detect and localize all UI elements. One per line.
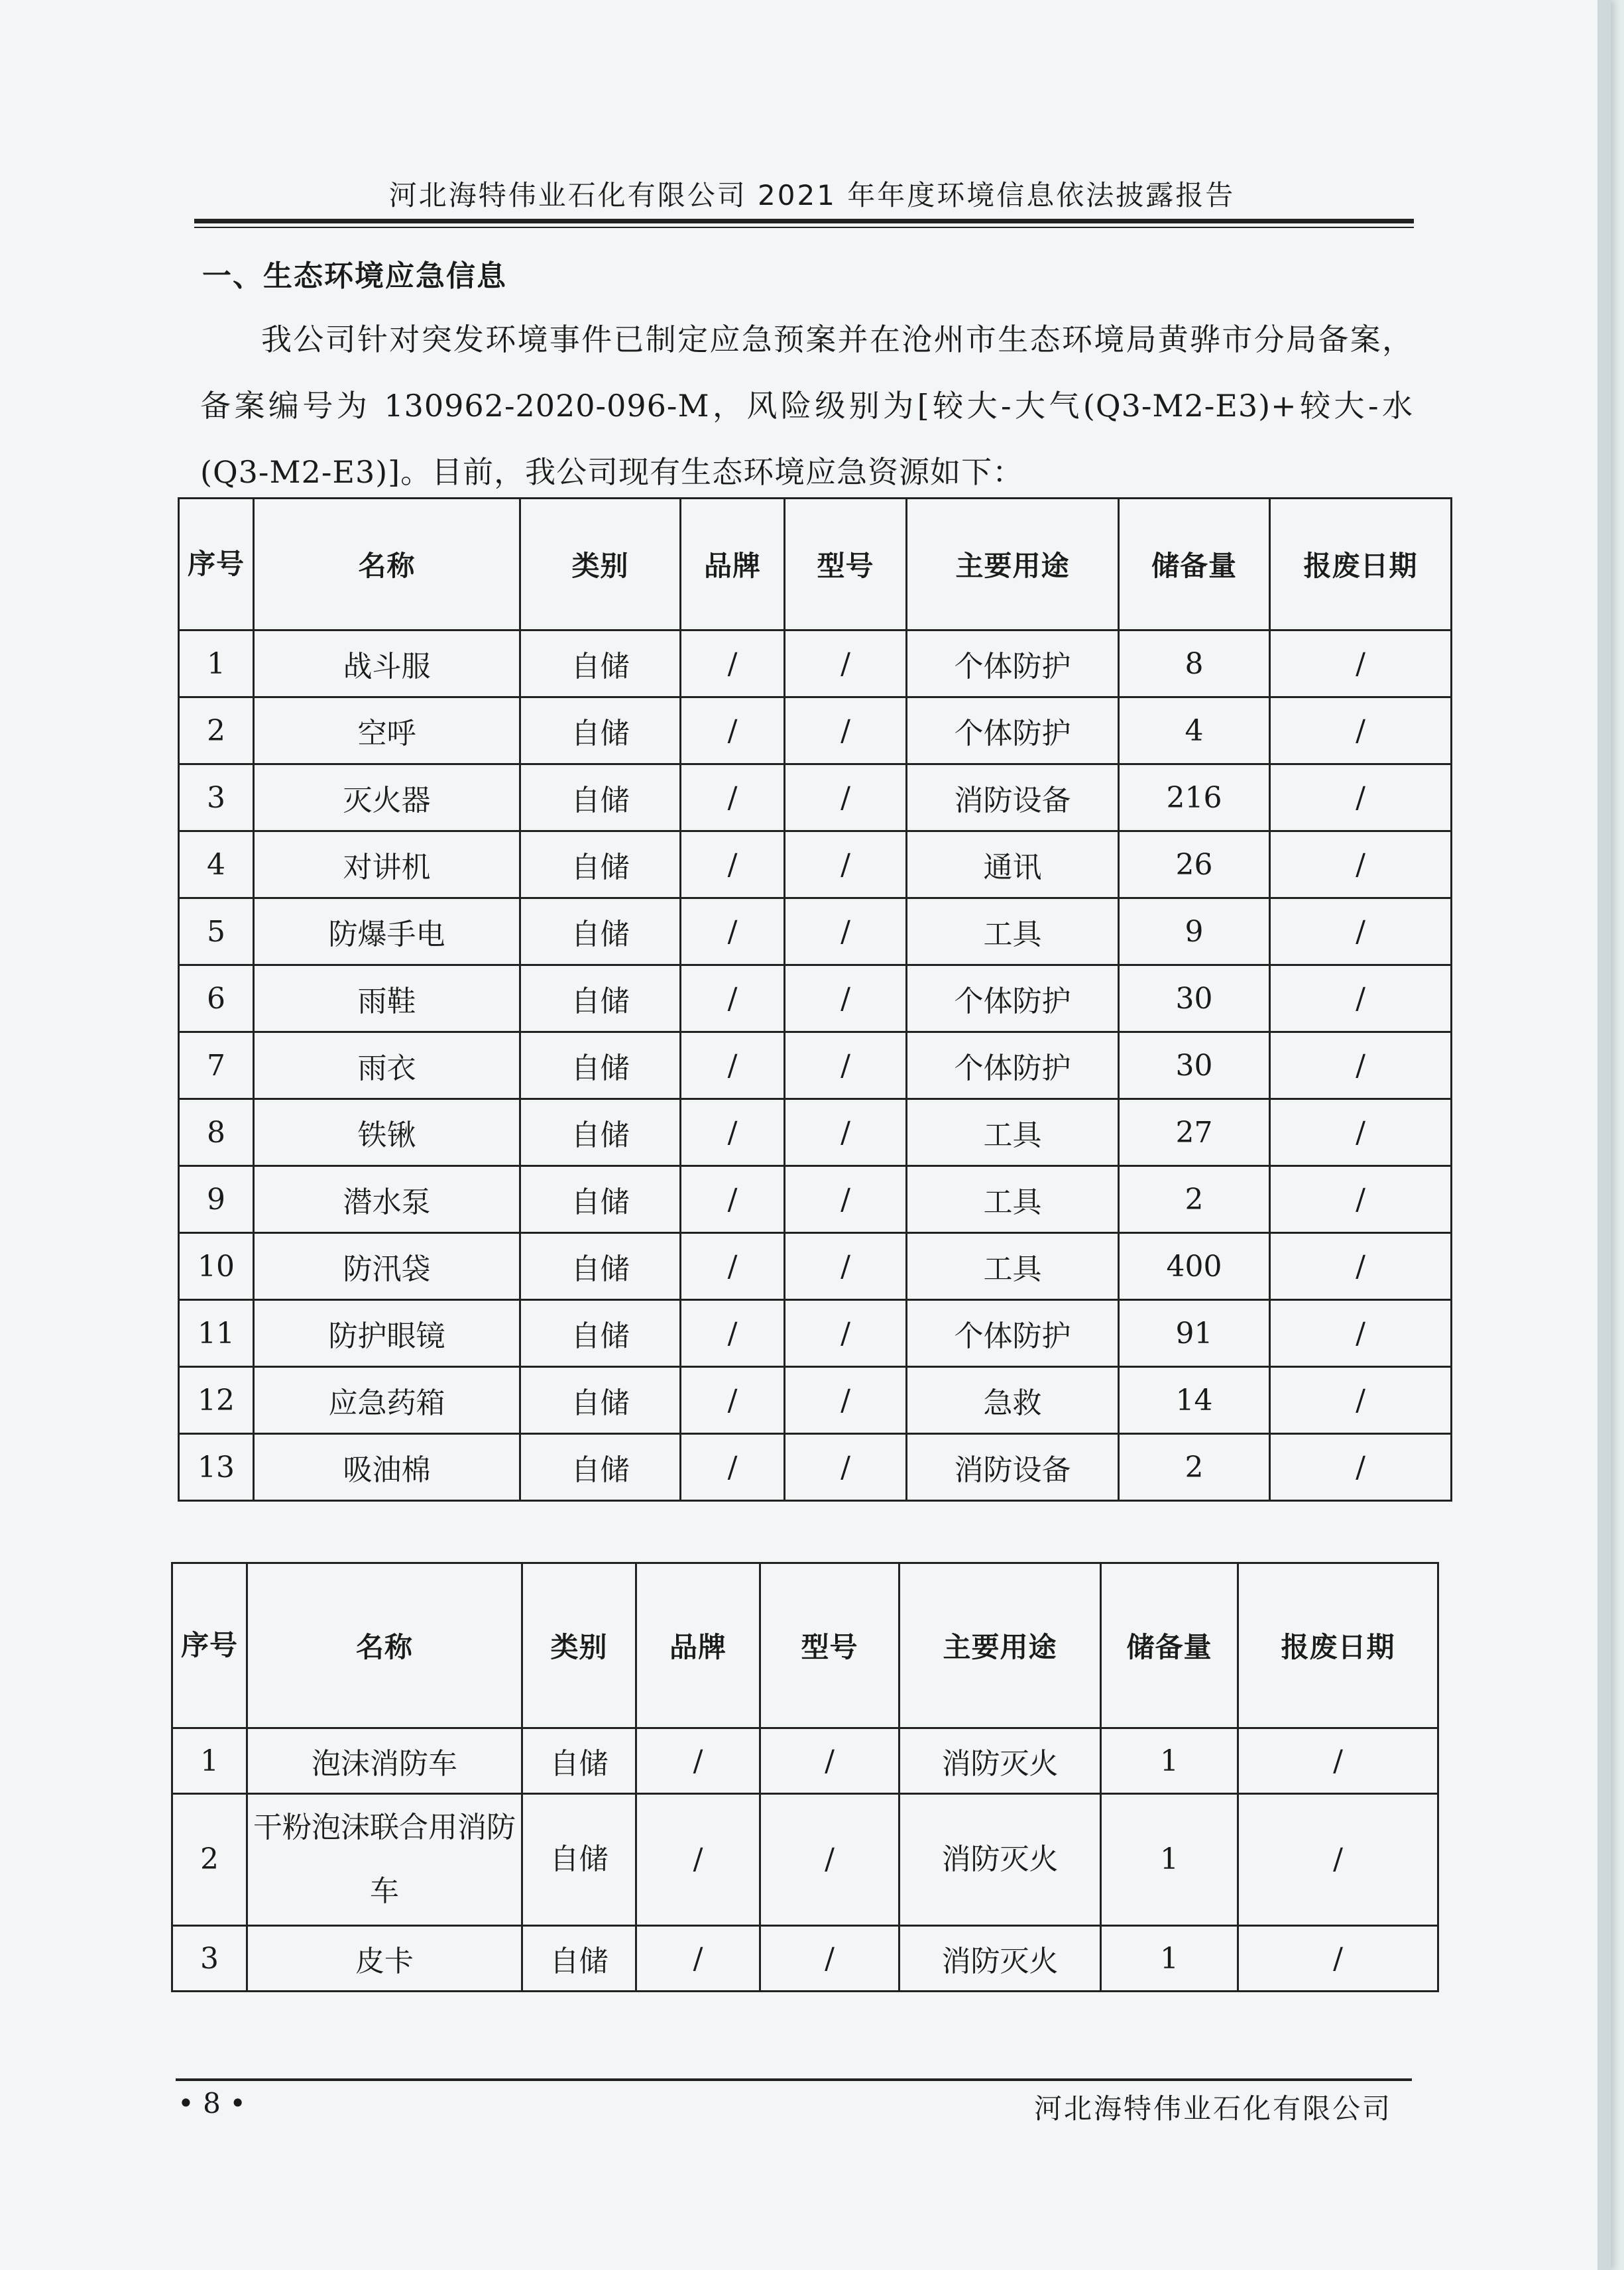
table-row: [179, 1166, 1452, 1233]
cell-qty: 27: [1119, 1099, 1270, 1166]
cell-use: 通讯: [907, 831, 1119, 898]
cell-scrap-date: /: [1238, 1728, 1438, 1794]
cell-scrap-date: /: [1270, 831, 1452, 898]
cell-category: 自储: [520, 1434, 681, 1501]
table-row: [172, 1926, 1438, 1992]
header-name: 名称: [254, 499, 520, 630]
cell-model: /: [760, 1794, 899, 1926]
cell-name: 泡沫消防车: [247, 1728, 522, 1794]
cell-qty: 1: [1101, 1794, 1238, 1926]
cell-category: 自储: [522, 1926, 636, 1992]
cell-model: /: [785, 1434, 907, 1501]
table-row: [179, 1300, 1452, 1367]
cell-seq: 12: [179, 1367, 254, 1434]
cell-scrap-date: /: [1238, 1926, 1438, 1992]
cell-brand: /: [681, 1099, 785, 1166]
emergency-resources-table-2: [171, 1562, 1439, 1992]
table-row: [172, 1794, 1438, 1926]
cell-qty: 26: [1119, 831, 1270, 898]
cell-qty: 216: [1119, 764, 1270, 831]
cell-qty: 1: [1101, 1728, 1238, 1794]
cell-category: 自储: [520, 630, 681, 697]
header-use: 主要用途: [899, 1563, 1101, 1728]
table-header-row: [172, 1563, 1438, 1728]
cell-use: 工具: [907, 1166, 1119, 1233]
header-scrap-date: 报废日期: [1270, 499, 1452, 630]
cell-seq: 5: [179, 898, 254, 965]
cell-use: 工具: [907, 1233, 1119, 1300]
cell-name: 防爆手电: [254, 898, 520, 965]
cell-seq: 10: [179, 1233, 254, 1300]
cell-category: 自储: [520, 1233, 681, 1300]
cell-seq: 13: [179, 1434, 254, 1501]
cell-scrap-date: /: [1270, 898, 1452, 965]
header-model: 型号: [760, 1563, 899, 1728]
cell-seq: 3: [172, 1926, 247, 1992]
cell-model: /: [785, 1300, 907, 1367]
cell-brand: /: [681, 831, 785, 898]
header-scrap-date: 报废日期: [1238, 1563, 1438, 1728]
cell-use: 个体防护: [907, 965, 1119, 1032]
cell-use: 工具: [907, 1099, 1119, 1166]
cell-use: 个体防护: [907, 1300, 1119, 1367]
cell-brand: /: [636, 1728, 760, 1794]
cell-use: 个体防护: [907, 1032, 1119, 1099]
cell-category: 自储: [520, 1099, 681, 1166]
cell-use: 消防设备: [907, 1434, 1119, 1501]
cell-category: 自储: [522, 1794, 636, 1926]
cell-name: 雨衣: [254, 1032, 520, 1099]
cell-category: 自储: [522, 1728, 636, 1794]
cell-brand: /: [681, 1434, 785, 1501]
cell-qty: 400: [1119, 1233, 1270, 1300]
table-row: [179, 764, 1452, 831]
cell-model: /: [785, 764, 907, 831]
table-row: [179, 898, 1452, 965]
page-number: • 8 •: [178, 2087, 246, 2120]
cell-name: 对讲机: [254, 831, 520, 898]
cell-brand: /: [681, 1166, 785, 1233]
cell-name: 防汛袋: [254, 1233, 520, 1300]
header-rule: [194, 219, 1414, 223]
cell-qty: 9: [1119, 898, 1270, 965]
cell-model: /: [785, 965, 907, 1032]
cell-category: 自储: [520, 764, 681, 831]
cell-scrap-date: /: [1270, 1300, 1452, 1367]
cell-name: 皮卡: [247, 1926, 522, 1992]
header-title: 河北海特伟业石化有限公司 2021 年年度环境信息依法披露报告: [388, 179, 1236, 211]
cell-category: 自储: [520, 697, 681, 764]
cell-model: /: [785, 1032, 907, 1099]
cell-name: 空呼: [254, 697, 520, 764]
header-model: 型号: [785, 499, 907, 630]
footer-rule: [176, 2078, 1412, 2081]
cell-seq: 1: [172, 1728, 247, 1794]
cell-model: /: [785, 630, 907, 697]
cell-brand: /: [681, 1367, 785, 1434]
cell-scrap-date: /: [1270, 630, 1452, 697]
cell-use: 急救: [907, 1367, 1119, 1434]
cell-brand: /: [681, 1032, 785, 1099]
cell-category: 自储: [520, 898, 681, 965]
cell-brand: /: [681, 965, 785, 1032]
cell-brand: /: [681, 1300, 785, 1367]
cell-category: 自储: [520, 1166, 681, 1233]
cell-name: 应急药箱: [254, 1367, 520, 1434]
cell-category: 自储: [520, 965, 681, 1032]
cell-model: /: [785, 1099, 907, 1166]
section-heading: 一、生态环境应急信息: [202, 259, 507, 293]
cell-model: /: [785, 1233, 907, 1300]
cell-brand: /: [636, 1794, 760, 1926]
cell-qty: 8: [1119, 630, 1270, 697]
cell-name: 防护眼镜: [254, 1300, 520, 1367]
cell-category: 自储: [520, 1032, 681, 1099]
cell-qty: 4: [1119, 697, 1270, 764]
cell-scrap-date: /: [1270, 1166, 1452, 1233]
header-name: 名称: [247, 1563, 522, 1728]
cell-use: 个体防护: [907, 630, 1119, 697]
header-rule-thin: [194, 227, 1414, 228]
cell-name: 灭火器: [254, 764, 520, 831]
cell-seq: 11: [179, 1300, 254, 1367]
cell-use: 消防灭火: [899, 1926, 1101, 1992]
table-row: [179, 1434, 1452, 1501]
cell-seq: 4: [179, 831, 254, 898]
cell-scrap-date: /: [1270, 1032, 1452, 1099]
cell-scrap-date: /: [1270, 1099, 1452, 1166]
cell-brand: /: [681, 697, 785, 764]
cell-seq: 2: [179, 697, 254, 764]
cell-qty: 14: [1119, 1367, 1270, 1434]
cell-use: 工具: [907, 898, 1119, 965]
cell-qty: 91: [1119, 1300, 1270, 1367]
cell-qty: 2: [1119, 1166, 1270, 1233]
cell-seq: 9: [179, 1166, 254, 1233]
header-brand: 品牌: [636, 1563, 760, 1728]
cell-model: /: [760, 1926, 899, 1992]
cell-name: 战斗服: [254, 630, 520, 697]
cell-use: 消防灭火: [899, 1728, 1101, 1794]
table-row: [179, 1032, 1452, 1099]
cell-seq: 6: [179, 965, 254, 1032]
cell-qty: 2: [1119, 1434, 1270, 1501]
cell-category: 自储: [520, 1367, 681, 1434]
cell-scrap-date: /: [1270, 1367, 1452, 1434]
cell-name: 干粉泡沫联合用消防车: [247, 1794, 522, 1926]
header-seq: 序号: [179, 499, 254, 630]
cell-model: /: [785, 1367, 907, 1434]
table-row: [179, 1367, 1452, 1434]
cell-seq: 3: [179, 764, 254, 831]
table-row: [179, 1233, 1452, 1300]
cell-model: /: [785, 1166, 907, 1233]
cell-model: /: [785, 831, 907, 898]
header-use: 主要用途: [907, 499, 1119, 630]
table-row: [172, 1728, 1438, 1794]
header-qty: 储备量: [1101, 1563, 1238, 1728]
cell-name: 雨鞋: [254, 965, 520, 1032]
cell-use: 个体防护: [907, 697, 1119, 764]
cell-scrap-date: /: [1270, 1233, 1452, 1300]
footer-company: 河北海特伟业石化有限公司: [1033, 2092, 1392, 2125]
cell-scrap-date: /: [1270, 697, 1452, 764]
cell-name: 潜水泵: [254, 1166, 520, 1233]
cell-brand: /: [681, 764, 785, 831]
cell-model: /: [785, 898, 907, 965]
cell-scrap-date: /: [1238, 1794, 1438, 1926]
cell-qty: 30: [1119, 965, 1270, 1032]
page-edge: [1597, 0, 1611, 2270]
cell-brand: /: [681, 898, 785, 965]
header-seq: 序号: [172, 1563, 247, 1728]
cell-seq: 8: [179, 1099, 254, 1166]
cell-seq: 2: [172, 1794, 247, 1926]
cell-scrap-date: /: [1270, 1434, 1452, 1501]
cell-brand: /: [681, 630, 785, 697]
cell-use: 消防灭火: [899, 1794, 1101, 1926]
cell-model: /: [785, 697, 907, 764]
cell-seq: 1: [179, 630, 254, 697]
table-row: [179, 965, 1452, 1032]
cell-brand: /: [636, 1926, 760, 1992]
intro-paragraph: 我公司针对突发环境事件已制定应急预案并在沧州市生态环境局黄骅市分局备案，备案编号为 130962-2020-096-M，风险级别为[较大-大气(Q3-M2-E3)+较大-水(Q3-M2-E3)]。目前，我公司现有生态环境应急资源如下：: [200, 322, 1413, 490]
cell-name: 吸油棉: [254, 1434, 520, 1501]
cell-qty: 30: [1119, 1032, 1270, 1099]
header-qty: 储备量: [1119, 499, 1270, 630]
cell-seq: 7: [179, 1032, 254, 1099]
cell-scrap-date: /: [1270, 965, 1452, 1032]
table-row: [179, 831, 1452, 898]
table-row: [179, 697, 1452, 764]
table-header-row: [179, 499, 1452, 630]
header-brand: 品牌: [681, 499, 785, 630]
table-row: [179, 630, 1452, 697]
header-category: 类别: [522, 1563, 636, 1728]
cell-brand: /: [681, 1233, 785, 1300]
emergency-resources-table-1: [178, 497, 1452, 1502]
cell-category: 自储: [520, 831, 681, 898]
header-category: 类别: [520, 499, 681, 630]
cell-scrap-date: /: [1270, 764, 1452, 831]
cell-use: 消防设备: [907, 764, 1119, 831]
cell-name: 铁锹: [254, 1099, 520, 1166]
cell-model: /: [760, 1728, 899, 1794]
cell-category: 自储: [520, 1300, 681, 1367]
cell-qty: 1: [1101, 1926, 1238, 1992]
table-row: [179, 1099, 1452, 1166]
